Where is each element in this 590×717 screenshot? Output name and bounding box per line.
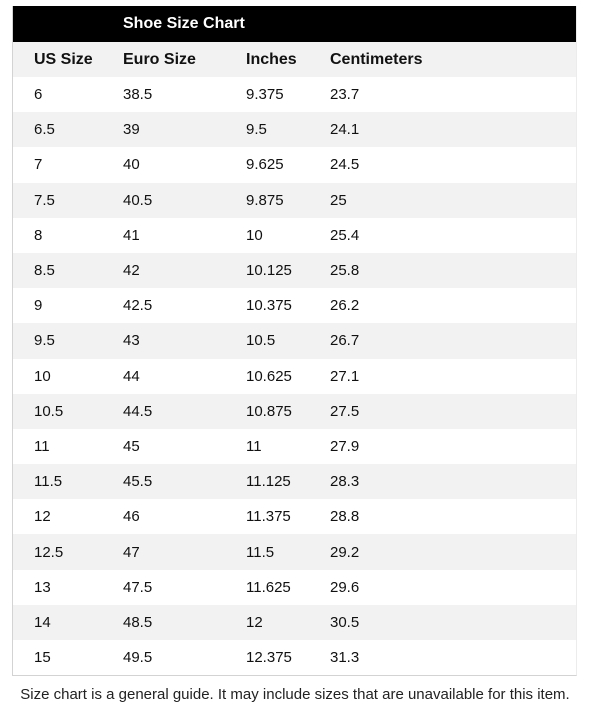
table-row (13, 359, 576, 394)
table-row (13, 394, 576, 429)
centimeters-cell: 31.3 (330, 649, 360, 667)
table-row (13, 183, 576, 218)
centimeters-cell: 26.2 (330, 297, 360, 315)
table-row (13, 218, 576, 253)
inches-cell: 10.625 (246, 367, 292, 385)
us-size-cell: 11 (34, 437, 50, 455)
table-row (13, 147, 576, 182)
centimeters-cell: 29.6 (330, 578, 360, 596)
inches-cell: 11.375 (246, 508, 291, 526)
centimeters-cell: 25.8 (330, 262, 360, 280)
inches-cell: 9.875 (246, 191, 284, 209)
centimeters-cell: 30.5 (330, 613, 360, 631)
euro-size-cell: 44 (123, 367, 140, 385)
centimeters-cell: 29.2 (330, 543, 360, 561)
us-size-cell: 10.5 (34, 402, 64, 420)
centimeters-cell: 27.9 (330, 437, 360, 455)
inches-cell: 9.625 (246, 156, 284, 174)
inches-cell: 11 (246, 437, 262, 455)
us-size-cell: 12.5 (34, 543, 64, 561)
centimeters-cell: 27.1 (330, 367, 360, 385)
us-size-cell: 10 (34, 367, 51, 385)
us-size-cell: 9.5 (34, 332, 55, 350)
table-row (13, 253, 576, 288)
size-guide-note: Size chart is a general guide. It may include sizes that are unavailable for this item. (20, 686, 570, 703)
inches-cell: 11.625 (246, 578, 291, 596)
euro-size-cell: 39 (123, 121, 140, 139)
us-size-cell: 7.5 (34, 191, 55, 209)
table-row (13, 640, 576, 675)
inches-cell: 10.125 (246, 262, 292, 280)
us-size-cell: 15 (34, 649, 51, 667)
us-size-cell: 9 (34, 297, 43, 315)
table-row (13, 464, 576, 499)
inches-cell: 9.5 (246, 121, 267, 139)
us-size-cell: 6.5 (34, 121, 55, 139)
header-euro-size: Euro Size (123, 50, 196, 68)
euro-size-cell: 38.5 (123, 86, 153, 104)
table-title (13, 6, 576, 42)
euro-size-cell: 40 (123, 156, 140, 174)
header-us-size: US Size (34, 50, 93, 68)
table-row (13, 499, 576, 534)
centimeters-cell: 23.7 (330, 86, 360, 104)
inches-cell: 12.375 (246, 649, 292, 667)
euro-size-cell: 47.5 (123, 578, 153, 596)
euro-size-cell: 45.5 (123, 473, 153, 491)
centimeters-cell: 25 (330, 191, 347, 209)
euro-size-cell: 45 (123, 437, 140, 455)
inches-cell: 10 (246, 226, 263, 244)
us-size-cell: 11.5 (34, 473, 63, 491)
table-title-text: Shoe Size Chart (123, 15, 245, 32)
header-row (13, 42, 576, 77)
inches-cell: 11.125 (246, 473, 291, 491)
us-size-cell: 8.5 (34, 262, 55, 280)
euro-size-cell: 42.5 (123, 297, 153, 315)
inches-cell: 9.375 (246, 86, 284, 104)
table-row (13, 534, 576, 569)
centimeters-cell: 24.1 (330, 121, 360, 139)
table-row (13, 112, 576, 147)
centimeters-cell: 26.7 (330, 332, 360, 350)
header-inches: Inches (246, 50, 297, 68)
inches-cell: 11.5 (246, 543, 275, 561)
size-chart-table (12, 6, 577, 676)
inches-cell: 10.875 (246, 402, 292, 420)
euro-size-cell: 43 (123, 332, 140, 350)
table-body (13, 77, 576, 675)
centimeters-cell: 25.4 (330, 226, 360, 244)
euro-size-cell: 40.5 (123, 191, 153, 209)
us-size-cell: 14 (34, 613, 51, 631)
table-row (13, 288, 576, 323)
euro-size-cell: 49.5 (123, 649, 153, 667)
inches-cell: 12 (246, 613, 263, 631)
inches-cell: 10.375 (246, 297, 292, 315)
table-row (13, 570, 576, 605)
euro-size-cell: 42 (123, 262, 140, 280)
euro-size-cell: 48.5 (123, 613, 153, 631)
euro-size-cell: 46 (123, 508, 140, 526)
header-centimeters: Centimeters (330, 50, 423, 68)
centimeters-cell: 24.5 (330, 156, 360, 174)
us-size-cell: 8 (34, 226, 43, 244)
us-size-cell: 6 (34, 86, 43, 104)
table-row (13, 605, 576, 640)
inches-cell: 10.5 (246, 332, 276, 350)
table-row (13, 429, 576, 464)
table-row (13, 323, 576, 358)
us-size-cell: 7 (34, 156, 43, 174)
centimeters-cell: 27.5 (330, 402, 360, 420)
centimeters-cell: 28.8 (330, 508, 360, 526)
us-size-cell: 13 (34, 578, 51, 596)
euro-size-cell: 44.5 (123, 402, 153, 420)
us-size-cell: 12 (34, 508, 51, 526)
euro-size-cell: 47 (123, 543, 140, 561)
euro-size-cell: 41 (123, 226, 140, 244)
table-row (13, 77, 576, 112)
centimeters-cell: 28.3 (330, 473, 360, 491)
